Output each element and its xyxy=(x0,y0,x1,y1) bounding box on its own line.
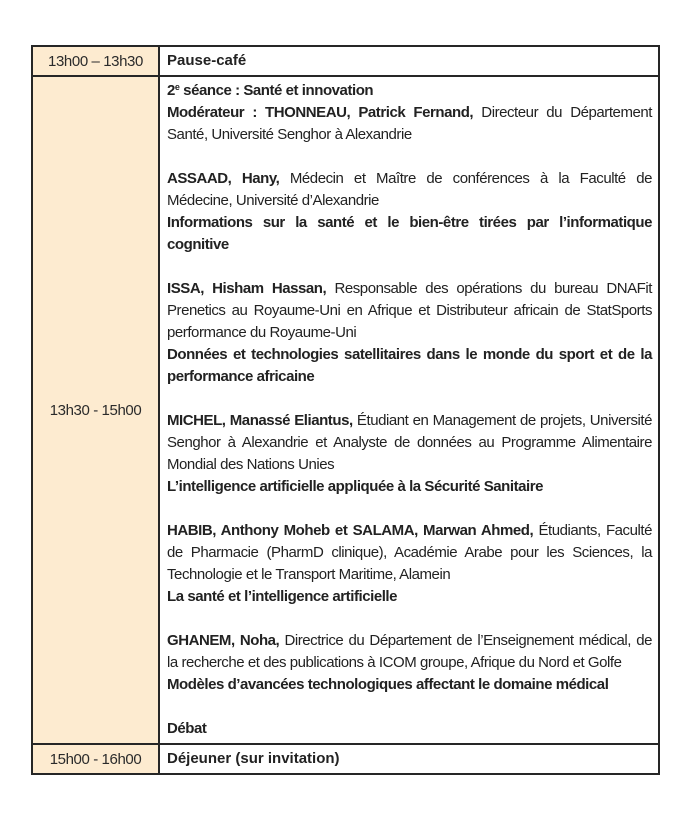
session-content xyxy=(159,76,659,744)
table-row-lunch xyxy=(32,744,659,774)
talk-item xyxy=(167,630,652,696)
speaker-name: ISSA, Hisham Hassan, xyxy=(167,280,327,297)
speaker-name: ASSAAD, Hany, xyxy=(167,170,280,187)
moderator-desc: Directeur du Département Santé, Université Senghor à Alexandrie xyxy=(167,104,652,143)
time-cell: 15h00 - 16h00 xyxy=(32,744,159,774)
talk-item xyxy=(167,278,652,388)
table-row-coffee-break xyxy=(32,46,659,76)
session-header xyxy=(167,80,652,146)
talk-title: L’intelligence artificielle appliquée à la Sécurité Sanitaire xyxy=(167,478,544,495)
talk-item xyxy=(167,410,652,498)
speaker-affiliation: Étudiants, Faculté de Pharmacie (PharmD clinique), Académie Arabe pour les Sciences, la Technologie et le Transport Maritime, Alamein xyxy=(167,522,652,583)
event-title: Pause-café xyxy=(159,46,659,76)
time-cell: 13h00 – 13h30 xyxy=(32,46,159,76)
talk-title: La santé et l’intelligence artificielle xyxy=(167,588,398,605)
table-row-session xyxy=(32,76,659,744)
speaker-name: GHANEM, Noha, xyxy=(167,632,280,649)
session-title: 2e séance : Santé et innovation xyxy=(167,82,374,99)
debate-label: Débat xyxy=(167,720,207,737)
time-cell: 13h30 - 15h00 xyxy=(32,76,159,744)
talk-item xyxy=(167,168,652,256)
speaker-affiliation: Médecin et Maître de conférences à la Faculté de Médecine, Université d’Alexandrie xyxy=(167,170,652,209)
talk-title: Modèles d’avancées technologiques affectant le domaine médical xyxy=(167,676,609,693)
program-table xyxy=(31,45,660,775)
talk-item xyxy=(167,520,652,608)
talk-title: Informations sur la santé et le bien-être tirées par l’informatique cognitive xyxy=(167,214,652,253)
speaker-name: HABIB, Anthony Moheb et SALAMA, Marwan Ahmed, xyxy=(167,522,534,539)
moderator xyxy=(167,102,652,146)
moderator-label: Modérateur : THONNEAU, Patrick Fernand, xyxy=(167,104,474,121)
speaker-affiliation: Étudiant en Management de projets, Université Senghor à Alexandrie et Analyste de données au Programme Alimentaire Mondial des Nations Unies xyxy=(167,412,652,473)
event-title: Déjeuner (sur invitation) xyxy=(159,744,659,774)
talk-title: Données et technologies satellitaires dans le monde du sport et de la performance africaine xyxy=(167,346,652,385)
speaker-affiliation: Responsable des opérations du bureau DNAFit Prenetics au Royaume-Uni en Afrique et Distributeur africain de StatSports performance du Royaume-Uni xyxy=(167,280,652,341)
speaker-name: MICHEL, Manassé Eliantus, xyxy=(167,412,353,429)
speaker-affiliation: Directrice du Département de l’Enseignement médical, de la recherche et des publications à ICOM groupe, Afrique du Nord et Golfe xyxy=(167,632,652,671)
